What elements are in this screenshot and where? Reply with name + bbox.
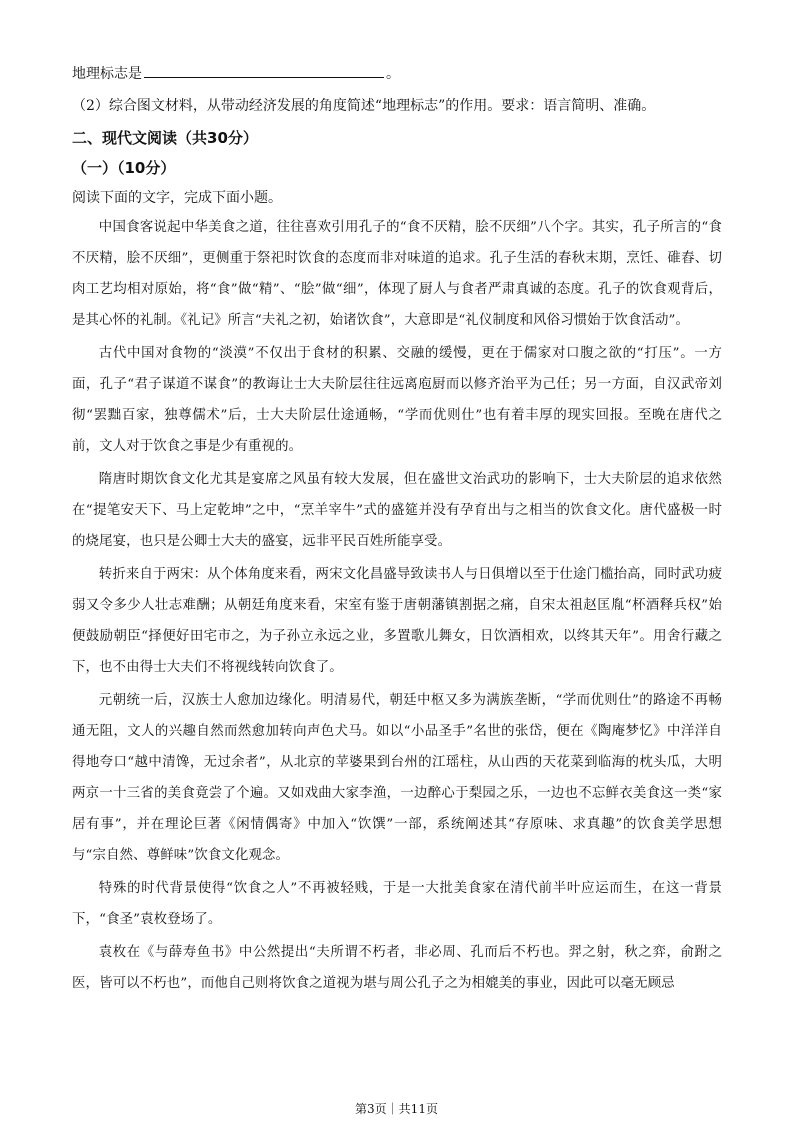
paragraph: 古代中国对食物的“淡漠”不仅出于食材的积累、交融的缓慢，更在于儒家对口腹之欲的“打压”。一方面，孔子“君子谋道不谋食”的教诲让士大夫阶层往往远离庖厨而以修齐治平为己任；另一方面，自汉武帝刘彻“罢黜百家，独尊儒术”后，士大夫阶层仕途通畅，“学而优则仕”也有着丰厚的现实回报。至晚在唐代之前，文人对于饮食之事是少有重视的。	[72, 346, 722, 454]
subsection-title: （一）（10分）	[72, 159, 176, 177]
question-1-end: 。	[386, 66, 400, 82]
reading-instruction: 阅读下面的文字，完成下面小题。	[72, 190, 282, 206]
page-footer: 第3页｜共11页	[355, 1102, 438, 1116]
section-title: 二、现代文阅读（共30分）	[72, 129, 258, 147]
question-1-label: 地理标志是	[72, 66, 142, 82]
paragraph: 袁枚在《与薛寿鱼书》中公然提出“夫所谓不朽者，非必周、孔而后不朽也。羿之射，秋之弈，俞跗之医，皆可以不朽也”，而他自己则将饮食之道视为堪与周公孔子之为相媲美的事业，因此可以毫无顾忌	[72, 945, 722, 991]
paragraph: 隋唐时期饮食文化尤其是宴席之风虽有较大发展，但在盛世文治武功的影响下，士大夫阶层的追求依然在“提笔安天下、马上定乾坤”之中，“烹羊宰牛”式的盛筵并没有孕育出与之相当的饮食文化。唐代盛极一时的烧尾宴，也只是公卿士大夫的盛宴，远非平民百姓所能享受。	[72, 472, 722, 549]
paragraph: 元朝统一后，汉族士人愈加边缘化。明清易代，朝廷中枢又多为满族垄断，“学而优则仕”的路途不再畅通无阻，文人的兴趣自然而然愈加转向声色犬马。如以“小品圣手”名世的张岱，便在《陶庵梦忆》中洋洋自得地夸口“越中清馋，无过余者”，从北京的苹婆果到台州的江瑶柱，从山西的天花菜到临海的枕头瓜，大明两京一十三省的美食竟尝了个遍。又如戏曲大家李渔，一边醉心于梨园之乐，一边也不忘鲜衣美食这一类“家居有事”，并在理论巨著《闲情偶寄》中加入“饮馔”一部，系统阐述其“存原味、求真趣”的饮食美学思想与“宗自然、尊鲜味”饮食文化观念。	[72, 693, 722, 863]
paragraph: 特殊的时代背景使得“饮食之人”不再被轻贱，于是一大批美食家在清代前半叶应运而生，在这一背景下，“食圣”袁枚登场了。	[72, 881, 722, 927]
question-1-line	[72, 62, 722, 86]
question-2: （2）综合图文材料，从带动经济发展的角度简述“地理标志”的作用。要求：语言简明、准确。	[72, 98, 656, 114]
paragraph: 中国食客说起中华美食之道，往往喜欢引用孔子的“食不厌精，脍不厌细”八个字。其实，孔子所言的“食不厌精，脍不厌细”，更侧重于祭祀时饮食的态度而非对味道的追求。孔子生活的春秋末期，烹饪、碓舂、切肉工艺均相对原始，将“食”做“精”、“脍”做“细”，体现了厨人与食者严肃真诚的态度。孔子的饮食观背后，是其心怀的礼制。《礼记》所言“夫礼之初，始诸饮食”，大意即是“礼仪制度和风俗习惯始于饮食活动”。	[72, 220, 722, 328]
page-content	[72, 62, 722, 999]
paragraph: 转折来自于两宋：从个体角度来看，两宋文化昌盛导致读书人与日俱增以至于仕途门槛抬高，同时武功疲弱又令多少人壮志难酬；从朝廷角度来看，宋室有鉴于唐朝藩镇割据之痛，自宋太祖赵匡胤“杯酒释兵权”始便鼓励朝臣“择便好田宅市之，为子孙立永远之业，多置歌儿舞女，日饮酒相欢，以终其天年”。用舍行藏之下，也不由得士大夫们不将视线转向饮食了。	[72, 567, 722, 675]
answer-blank[interactable]	[144, 62, 384, 78]
